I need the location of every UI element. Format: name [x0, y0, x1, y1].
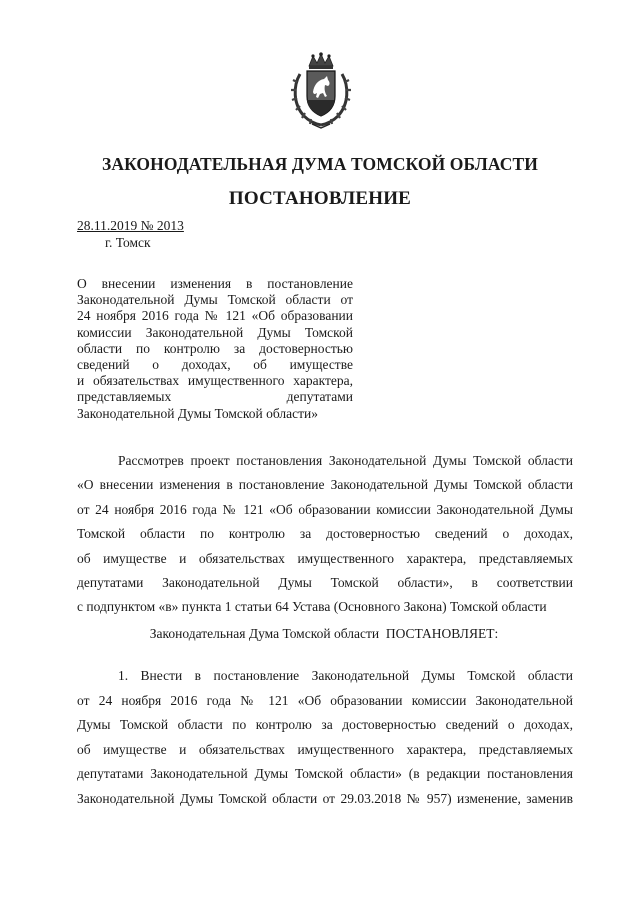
paragraph-line: 1. Внести в постановление Законодательной Думы Томской области [118, 668, 573, 683]
paragraph-line: от 24 ноября 2016 года № 121 «Об образовании комиссии Законодательной [77, 692, 573, 708]
city: г. Томск [105, 235, 151, 250]
paragraph-line: Законодательной Думы Томской области от 29.03.2018 № 957) изменение, заменив [77, 790, 573, 806]
paragraph-line: от 24 ноября 2016 года № 121 «Об образовании комиссии Законодательной Думы [77, 501, 573, 517]
resolution-heading [77, 276, 353, 422]
heading-line: 24 ноября 2016 года № 121 «Об образовании [77, 308, 353, 324]
date-number: 28.11.2019 № 2013 [77, 218, 184, 233]
heading-line: комиссии Законодательной Думы Томской [77, 324, 353, 340]
paragraph-line: депутатами Законодательной Думы Томской области», в соответствии [77, 575, 573, 591]
paragraph-line: Томской области по контролю за достоверностью сведений о доходах, [77, 526, 573, 542]
heading-line: представляемых депутатами [77, 389, 353, 405]
coat-of-arms-icon [290, 52, 352, 130]
clause-1-paragraph [77, 664, 573, 812]
paragraph-line: «О внесении изменения в постановление Законодательной Думы Томской области [77, 477, 573, 493]
paragraph-line: депутатами Законодательной Думы Томской области» (в редакции постановления [77, 766, 573, 782]
heading-line: сведений о доходах, об имуществе [77, 357, 353, 373]
heading-line: О внесении изменения в постановление [77, 276, 353, 291]
heading-line: и обязательствах имущественного характера, [77, 373, 353, 389]
paragraph-line: с подпунктом «в» пункта 1 статьи 64 Устава (Основного Закона) Томской области [77, 599, 547, 615]
heading-line: Законодательной Думы Томской области» [77, 405, 318, 421]
heading-line: Законодательной Думы Томской области от [77, 292, 353, 308]
document-type: ПОСТАНОВЛЕНИЕ [228, 188, 412, 209]
paragraph-line: об имуществе и обязательствах имущественного характера, представляемых [77, 550, 573, 566]
resolves-statement: Законодательная Дума Томской области ПОСТАНОВЛЯЕТ: [149, 626, 499, 641]
heading-line: области по контролю за достоверностью [77, 340, 353, 356]
org-title: ЗАКОНОДАТЕЛЬНАЯ ДУМА ТОМСКОЙ ОБЛАСТИ [102, 154, 538, 174]
paragraph-line: Рассмотрев проект постановления Законодательной Думы Томской области [118, 453, 573, 468]
paragraph-line: Думы Томской области по контролю за достоверностью сведений о доходах, [77, 717, 573, 733]
preamble-paragraph [77, 449, 573, 620]
paragraph-line: об имуществе и обязательствах имущественного характера, представляемых [77, 741, 573, 757]
